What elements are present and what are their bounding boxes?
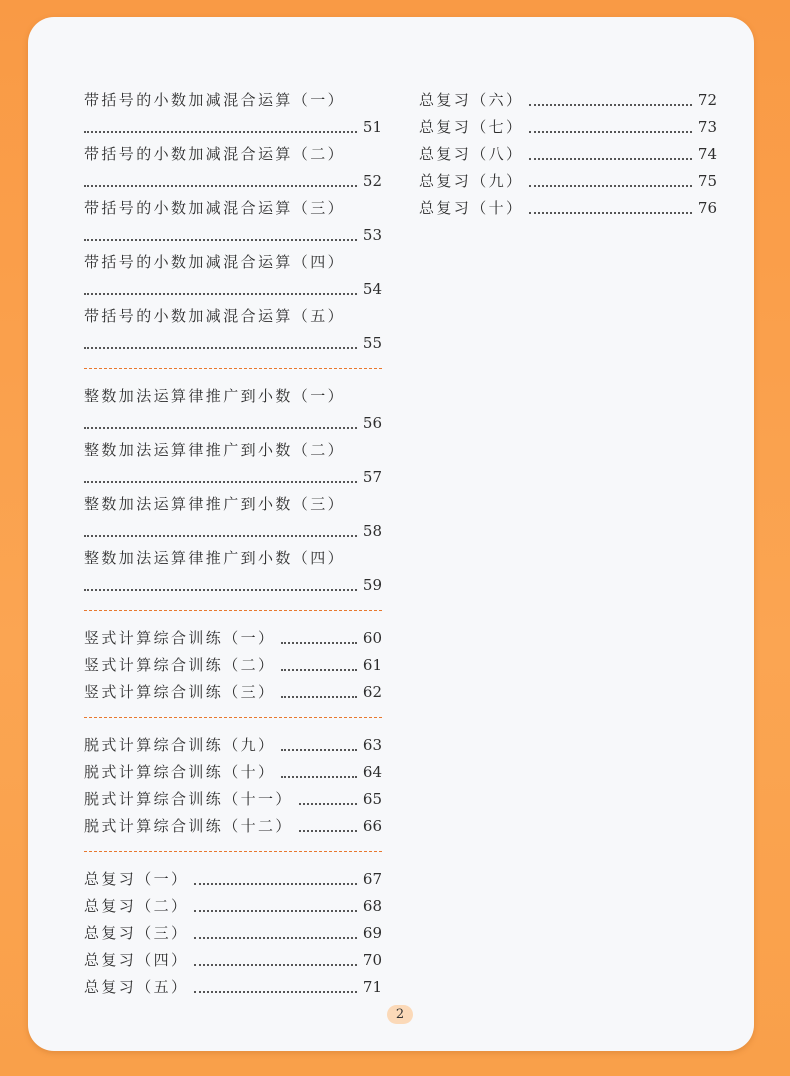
toc-entry-page: 63 (362, 736, 382, 754)
toc-entry-page: 55 (362, 334, 382, 352)
toc-entry-page: 69 (362, 924, 382, 942)
toc-entry-title: 脱式计算综合训练（九） (84, 736, 276, 754)
dot-leader (299, 803, 357, 805)
dot-leader (281, 642, 357, 644)
toc-entry-title: 总复习（八） (419, 145, 524, 163)
toc-entry[interactable] (84, 947, 382, 974)
toc-entry-title: 带括号的小数加减混合运算（四） (84, 253, 346, 271)
toc-section (84, 866, 382, 1001)
toc-section (84, 87, 382, 357)
toc-entry-page: 57 (362, 468, 382, 486)
section-separator (84, 851, 382, 852)
toc-entry-title: 带括号的小数加减混合运算（一） (84, 91, 346, 109)
dot-leader (194, 964, 357, 966)
toc-entry[interactable] (84, 625, 382, 652)
toc-entry-page: 60 (362, 629, 382, 647)
toc-entry-page: 53 (362, 226, 382, 244)
toc-entry-page: 58 (362, 522, 382, 540)
dot-leader (84, 131, 357, 133)
toc-entry-page: 59 (362, 576, 382, 594)
toc-entry[interactable] (84, 786, 382, 813)
dot-leader (84, 185, 357, 187)
toc-entry-title: 总复习（五） (84, 978, 189, 996)
toc-entry-title: 总复习（六） (419, 91, 524, 109)
dot-leader (194, 991, 357, 993)
toc-entry-page: 52 (362, 172, 382, 190)
toc-entry[interactable] (84, 679, 382, 706)
toc-entry[interactable] (84, 974, 382, 1001)
dot-leader (84, 427, 357, 429)
dot-leader (281, 749, 357, 751)
toc-entry[interactable] (84, 87, 382, 141)
toc-entry-title: 带括号的小数加减混合运算（二） (84, 145, 346, 163)
toc-entry[interactable] (84, 303, 382, 357)
toc-entry[interactable] (84, 920, 382, 947)
toc-left-column (84, 87, 382, 1001)
dot-leader (84, 239, 357, 241)
dot-leader (194, 937, 357, 939)
dot-leader (529, 158, 692, 160)
toc-entry[interactable] (84, 195, 382, 249)
toc-entry[interactable] (84, 249, 382, 303)
toc-entry-page: 65 (362, 790, 382, 808)
toc-entry-title: 整数加法运算律推广到小数（二） (84, 441, 346, 459)
toc-entry-page: 51 (362, 118, 382, 136)
toc-entry-page: 76 (697, 199, 717, 217)
toc-entry-title: 总复习（四） (84, 951, 189, 969)
dot-leader (84, 293, 357, 295)
toc-entry-page: 64 (362, 763, 382, 781)
toc-entry[interactable] (84, 141, 382, 195)
dot-leader (84, 535, 357, 537)
toc-entry[interactable] (419, 141, 717, 168)
toc-entry[interactable] (84, 437, 382, 491)
toc-entry-page: 73 (697, 118, 717, 136)
toc-right-column (419, 87, 717, 222)
dot-leader (194, 883, 357, 885)
dot-leader (281, 696, 357, 698)
toc-entry-title: 竖式计算综合训练（二） (84, 656, 276, 674)
toc-section (84, 732, 382, 840)
toc-section (84, 383, 382, 599)
toc-entry[interactable] (84, 545, 382, 599)
toc-entry[interactable] (84, 491, 382, 545)
toc-entry-page: 54 (362, 280, 382, 298)
toc-entry-title: 带括号的小数加减混合运算（五） (84, 307, 346, 325)
toc-entry-page: 67 (362, 870, 382, 888)
section-separator (84, 368, 382, 369)
toc-section (419, 87, 717, 222)
section-separator (84, 717, 382, 718)
toc-entry-title: 总复习（二） (84, 897, 189, 915)
toc-entry-title: 带括号的小数加减混合运算（三） (84, 199, 346, 217)
dot-leader (529, 212, 692, 214)
toc-entry-title: 总复习（十） (419, 199, 524, 217)
toc-entry[interactable] (419, 195, 717, 222)
toc-entry-page: 75 (697, 172, 717, 190)
toc-entry-page: 66 (362, 817, 382, 835)
toc-entry[interactable] (84, 759, 382, 786)
toc-entry-title: 竖式计算综合训练（三） (84, 683, 276, 701)
dot-leader (281, 669, 357, 671)
toc-page (28, 17, 754, 1051)
toc-entry[interactable] (84, 813, 382, 840)
toc-section (84, 625, 382, 706)
toc-entry-title: 竖式计算综合训练（一） (84, 629, 276, 647)
toc-entry[interactable] (419, 168, 717, 195)
toc-entry-title: 总复习（一） (84, 870, 189, 888)
toc-entry-title: 整数加法运算律推广到小数（三） (84, 495, 346, 513)
page-number-badge: 2 (387, 1005, 413, 1024)
toc-entry-title: 总复习（三） (84, 924, 189, 942)
toc-entry-page: 72 (697, 91, 717, 109)
toc-entry[interactable] (84, 893, 382, 920)
dot-leader (529, 185, 692, 187)
toc-entry[interactable] (84, 383, 382, 437)
toc-entry-title: 脱式计算综合训练（十） (84, 763, 276, 781)
toc-entry-page: 56 (362, 414, 382, 432)
toc-entry-page: 62 (362, 683, 382, 701)
toc-entry-title: 整数加法运算律推广到小数（四） (84, 549, 346, 567)
toc-entry[interactable] (419, 87, 717, 114)
toc-entry-page: 74 (697, 145, 717, 163)
toc-entry[interactable] (84, 866, 382, 893)
dot-leader (529, 104, 692, 106)
toc-entry[interactable] (84, 652, 382, 679)
dot-leader (194, 910, 357, 912)
toc-entry[interactable] (419, 114, 717, 141)
toc-entry-page: 68 (362, 897, 382, 915)
toc-entry-page: 61 (362, 656, 382, 674)
toc-entry-title: 总复习（七） (419, 118, 524, 136)
toc-entry-title: 脱式计算综合训练（十一） (84, 790, 293, 808)
section-separator (84, 610, 382, 611)
toc-entry-title: 整数加法运算律推广到小数（一） (84, 387, 346, 405)
dot-leader (84, 481, 357, 483)
toc-entry-title: 总复习（九） (419, 172, 524, 190)
dot-leader (529, 131, 692, 133)
toc-entry-page: 71 (362, 978, 382, 996)
toc-entry[interactable] (84, 732, 382, 759)
dot-leader (84, 589, 357, 591)
dot-leader (281, 776, 357, 778)
toc-entry-title: 脱式计算综合训练（十二） (84, 817, 293, 835)
toc-entry-page: 70 (362, 951, 382, 969)
dot-leader (299, 830, 357, 832)
dot-leader (84, 347, 357, 349)
